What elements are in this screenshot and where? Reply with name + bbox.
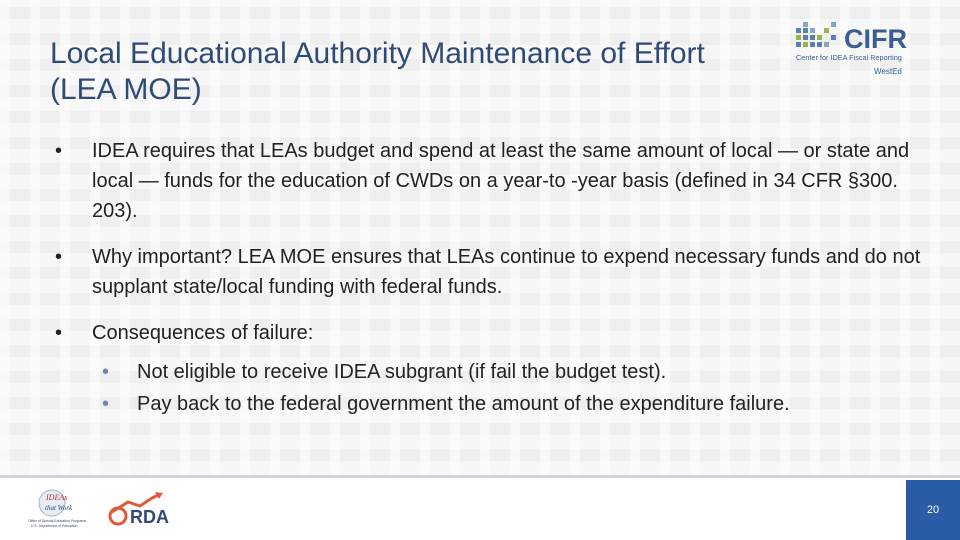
- cifr-pixel-mark: [796, 22, 836, 47]
- ideas-logo-line3: Office of Special Education Programs: [28, 519, 87, 523]
- sub-bullet-marker: •: [102, 393, 110, 415]
- rda-logo: [108, 490, 188, 530]
- bullet-marker: •: [55, 246, 63, 268]
- cifr-wordmark: CIFR: [844, 24, 907, 54]
- ideas-logo-line4: U.S. Department of Education: [31, 524, 78, 528]
- bullet-item: [55, 318, 935, 348]
- cifr-logo: [792, 18, 932, 80]
- ideas-logo-line2: that Work: [45, 504, 73, 512]
- bullet-text: Consequences of failure:: [92, 322, 314, 344]
- sub-bullet-item: [102, 356, 935, 388]
- rda-wordmark: RDA: [130, 507, 169, 527]
- bullet-marker: •: [55, 322, 63, 344]
- sub-bullet-marker: •: [102, 361, 110, 383]
- sub-bullet-text: Not eligible to receive IDEA subgrant (if fail the budget test).: [137, 361, 667, 383]
- sub-bullet-item: [102, 388, 935, 420]
- cifr-subtitle: Center for IDEA Fiscal Reporting: [796, 53, 902, 62]
- wested-wordmark: WestEd: [874, 67, 902, 76]
- ideas-that-work-logo: [26, 487, 96, 531]
- bullet-text: Why important? LEA MOE ensures that LEAs continue to expend necessary funds and do not supplant state/local funding with federal funds.: [92, 246, 921, 298]
- bullet-item: [55, 242, 935, 302]
- bullet-marker: •: [55, 140, 63, 162]
- slide-body: [55, 136, 935, 420]
- slide-title: Local Educational Authority Maintenance of Effort (LEA MOE): [50, 37, 705, 106]
- ideas-logo-line1: IDEAs: [46, 493, 68, 502]
- bullet-text: IDEA requires that LEAs budget and spend at least the same amount of local — or state and local — funds for the education of CWDs on a year-to -year basis (defined in 34 CFR §300. 203).: [92, 140, 910, 222]
- bullet-item: [55, 136, 935, 226]
- sub-bullet-text: Pay back to the federal government the amount of the expenditure failure.: [137, 393, 790, 415]
- page-number: 20: [906, 480, 960, 540]
